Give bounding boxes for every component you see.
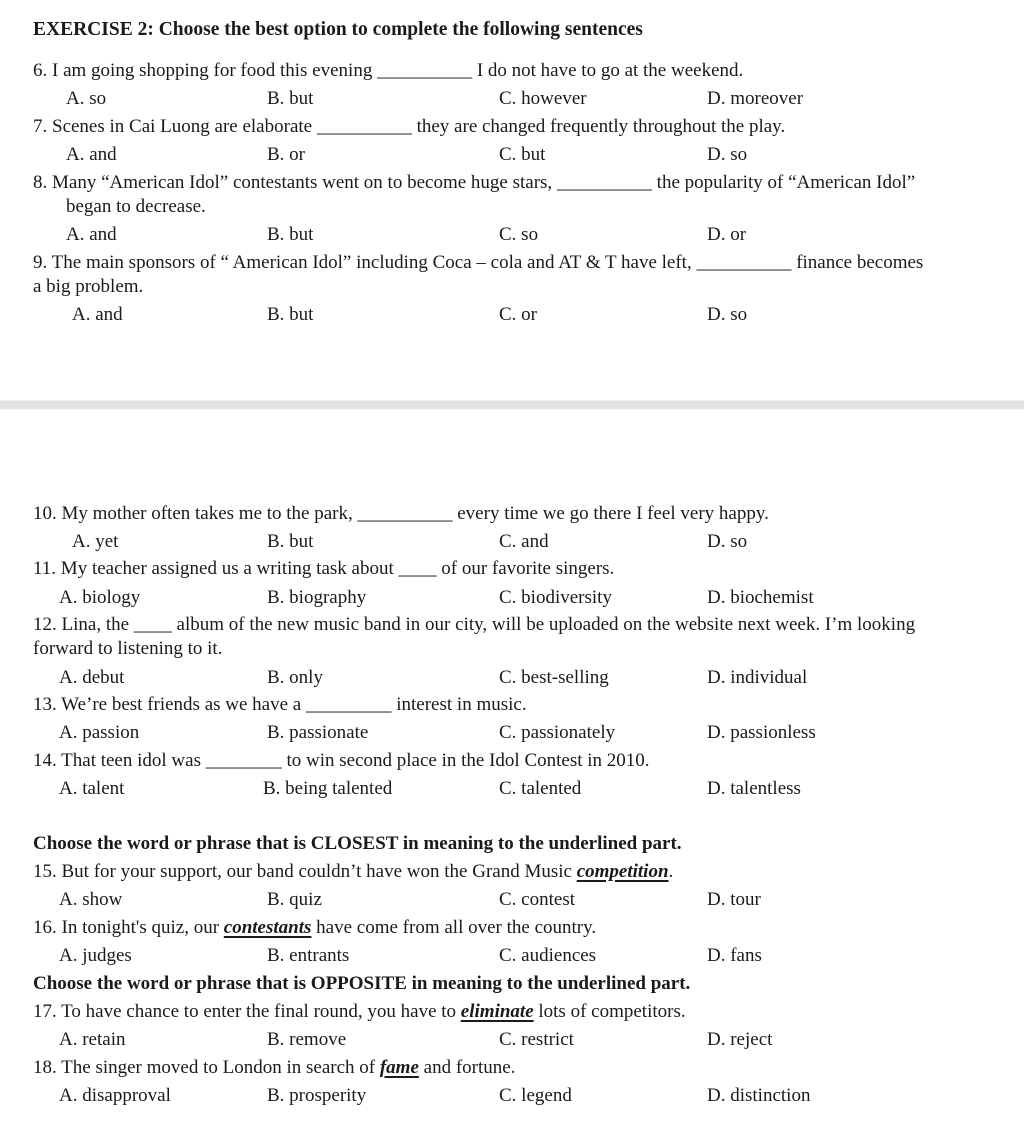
q9-option-b[interactable]: B. but xyxy=(267,304,314,325)
q13-option-d[interactable]: D. passionless xyxy=(707,722,816,743)
q12-option-b[interactable]: B. only xyxy=(267,667,323,688)
q15-option-a[interactable]: A. show xyxy=(59,889,123,910)
q10-option-b[interactable]: B. but xyxy=(267,531,314,552)
q16-text-post: have come from all over the country. xyxy=(311,917,597,938)
q18-option-c[interactable]: C. legend xyxy=(499,1085,572,1106)
question-13: 13. We’re best friends as we have a _________ interest in music. xyxy=(33,694,527,715)
q16-option-d[interactable]: D. fans xyxy=(707,945,762,966)
question-12-cont: forward to listening to it. xyxy=(33,638,223,659)
q7-option-a[interactable]: A. and xyxy=(66,144,117,165)
q15-option-c[interactable]: C. contest xyxy=(499,889,575,910)
q10-option-a[interactable]: A. yet xyxy=(72,531,119,552)
q8-option-c[interactable]: C. so xyxy=(499,224,539,245)
q15-text-post: . xyxy=(668,861,674,882)
q14-option-b[interactable]: B. being talented xyxy=(263,778,393,799)
q18-option-d[interactable]: D. distinction xyxy=(707,1085,811,1106)
section-heading-opposite: Choose the word or phrase that is OPPOSITE in meaning to the underlined part. xyxy=(33,973,691,994)
question-11: 11. My teacher assigned us a writing task about ____ of our favorite singers. xyxy=(33,558,615,579)
q12-option-c[interactable]: C. best-selling xyxy=(499,667,609,688)
q7-option-b[interactable]: B. or xyxy=(267,144,305,165)
q11-option-a[interactable]: A. biology xyxy=(59,587,141,608)
q11-option-b[interactable]: B. biography xyxy=(267,587,367,608)
question-6: 6. I am going shopping for food this evening __________ I do not have to go at the weekend. xyxy=(33,60,744,81)
q8-option-b[interactable]: B. but xyxy=(267,224,314,245)
q7-option-c[interactable]: C. but xyxy=(499,144,546,165)
q16-option-b[interactable]: B. entrants xyxy=(267,945,350,966)
q12-option-a[interactable]: A. debut xyxy=(59,667,125,688)
page-divider xyxy=(0,400,1024,410)
q10-option-c[interactable]: C. and xyxy=(499,531,549,552)
q6-option-a[interactable]: A. so xyxy=(66,88,107,109)
q8-option-a[interactable]: A. and xyxy=(66,224,117,245)
q16-option-c[interactable]: C. audiences xyxy=(499,945,597,966)
q11-option-c[interactable]: C. biodiversity xyxy=(499,587,612,608)
question-16 xyxy=(33,916,596,940)
q13-option-a[interactable]: A. passion xyxy=(59,722,140,743)
q17-option-c[interactable]: C. restrict xyxy=(499,1029,574,1050)
q16-underlined-word: contestants xyxy=(223,917,312,938)
question-12: 12. Lina, the ____ album of the new music band in our city, will be uploaded on the website next week. I’m looking xyxy=(33,614,916,635)
q18-text-pre: 18. The singer moved to London in search of xyxy=(33,1057,380,1078)
question-10: 10. My mother often takes me to the park, __________ every time we go there I feel very happy. xyxy=(33,503,769,524)
q9-option-d[interactable]: D. so xyxy=(707,304,748,325)
q12-option-d[interactable]: D. individual xyxy=(707,667,808,688)
q13-option-b[interactable]: B. passionate xyxy=(267,722,369,743)
question-9: 9. The main sponsors of “ American Idol” including Coca – cola and AT & T have left, __________ finance becomes xyxy=(33,252,924,273)
q9-option-c[interactable]: C. or xyxy=(499,304,537,325)
q17-underlined-word: eliminate xyxy=(460,1001,534,1022)
question-15 xyxy=(33,860,673,884)
q16-option-a[interactable]: A. judges xyxy=(59,945,132,966)
q11-option-d[interactable]: D. biochemist xyxy=(707,587,814,608)
q16-text-pre: 16. In tonight's quiz, our xyxy=(33,917,224,938)
q14-option-a[interactable]: A. talent xyxy=(59,778,125,799)
q18-option-a[interactable]: A. disapproval xyxy=(59,1085,171,1106)
q6-option-c[interactable]: C. however xyxy=(499,88,587,109)
question-14: 14. That teen idol was ________ to win second place in the Idol Contest in 2010. xyxy=(33,750,650,771)
q17-option-a[interactable]: A. retain xyxy=(59,1029,126,1050)
q14-option-d[interactable]: D. talentless xyxy=(707,778,801,799)
question-17 xyxy=(33,1000,686,1024)
question-8-cont: began to decrease. xyxy=(66,196,206,217)
q15-option-b[interactable]: B. quiz xyxy=(267,889,322,910)
q13-option-c[interactable]: C. passionately xyxy=(499,722,616,743)
q6-option-d[interactable]: D. moreover xyxy=(707,88,804,109)
section-heading-closest: Choose the word or phrase that is CLOSEST in meaning to the underlined part. xyxy=(33,833,682,854)
q18-option-b[interactable]: B. prosperity xyxy=(267,1085,367,1106)
question-18 xyxy=(33,1056,515,1080)
q14-option-c[interactable]: C. talented xyxy=(499,778,582,799)
q17-text-pre: 17. To have chance to enter the final round, you have to xyxy=(33,1001,461,1022)
question-8: 8. Many “American Idol” contestants went on to become huge stars, __________ the popularity of “American Idol” xyxy=(33,172,916,193)
q17-option-b[interactable]: B. remove xyxy=(267,1029,347,1050)
q8-option-d[interactable]: D. or xyxy=(707,224,747,245)
q7-option-d[interactable]: D. so xyxy=(707,144,748,165)
q18-underlined-word: fame xyxy=(379,1057,419,1078)
q15-option-d[interactable]: D. tour xyxy=(707,889,761,910)
q18-text-post: and fortune. xyxy=(418,1057,516,1078)
exercise-title: EXERCISE 2: Choose the best option to complete the following sentences xyxy=(33,19,643,40)
question-7: 7. Scenes in Cai Luong are elaborate __________ they are changed frequently throughout the play. xyxy=(33,116,786,137)
q15-text-pre: 15. But for your support, our band couldn’t have won the Grand Music xyxy=(33,861,577,882)
q17-text-post: lots of competitors. xyxy=(533,1001,686,1022)
q6-option-b[interactable]: B. but xyxy=(267,88,314,109)
q15-underlined-word: competition xyxy=(576,861,669,882)
q9-option-a[interactable]: A. and xyxy=(72,304,123,325)
q10-option-d[interactable]: D. so xyxy=(707,531,748,552)
question-9-cont: a big problem. xyxy=(33,276,144,297)
q17-option-d[interactable]: D. reject xyxy=(707,1029,773,1050)
